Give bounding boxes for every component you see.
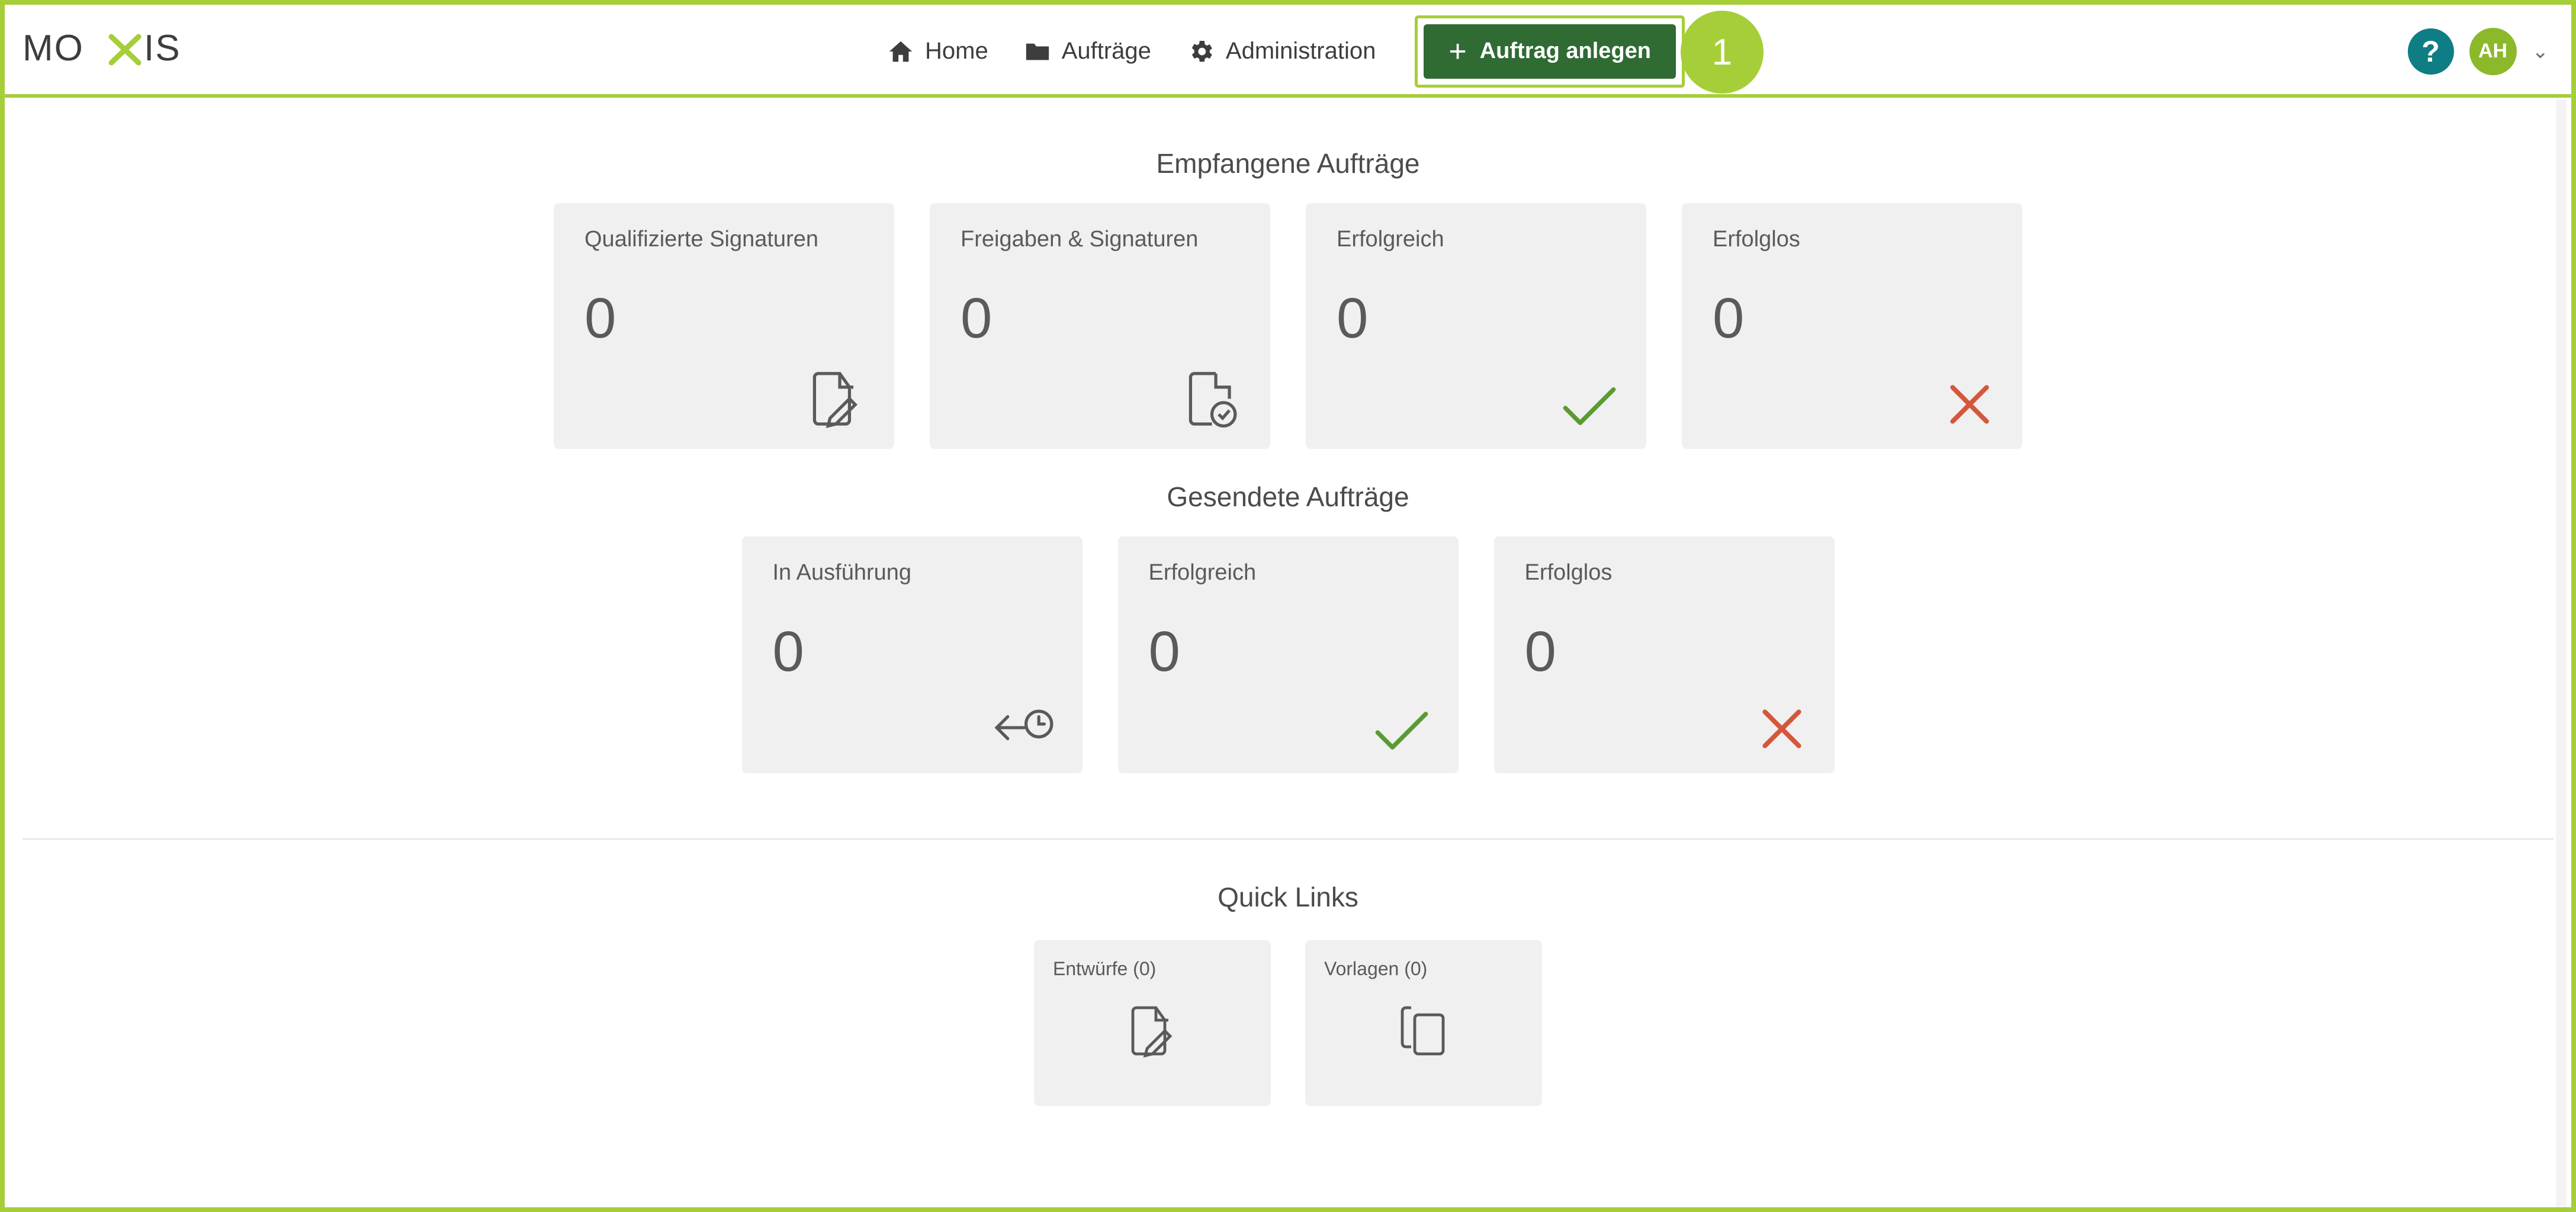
card-erfolglos-empfangen[interactable] (1682, 203, 2022, 449)
card-value: 0 (1148, 620, 1180, 683)
card-value: 0 (772, 620, 804, 683)
home-icon (887, 38, 914, 65)
svg-text:MO: MO (23, 27, 84, 69)
card-label: Erfolglos (1524, 560, 1613, 585)
step-badge-1: 1 (1681, 11, 1764, 94)
page-scrollbar[interactable] (2556, 99, 2567, 1207)
quick-links-title: Quick Links (1218, 882, 1358, 912)
quick-link-label: Vorlagen (0) (1324, 958, 1428, 979)
card-value: 0 (961, 287, 993, 350)
card-freigaben-signaturen[interactable] (930, 203, 1270, 449)
folder-icon (1024, 38, 1051, 65)
sent-section-title: Gesendete Aufträge (1167, 481, 1409, 512)
card-erfolglos-gesendet[interactable] (1494, 536, 1835, 773)
card-value: 0 (1524, 620, 1556, 683)
cross-icon (1930, 365, 1995, 430)
quick-link-vorlagen[interactable] (1305, 940, 1542, 1106)
create-order-highlight (1415, 15, 1685, 88)
received-cards-row (5, 203, 2571, 449)
document-sign-icon (1034, 1002, 1271, 1059)
nav-item-auftraege[interactable] (1006, 22, 1169, 81)
check-icon (1554, 365, 1619, 430)
app-header (5, 5, 2571, 98)
plus-icon: + (1448, 34, 1467, 69)
card-label: Erfolgreich (1148, 560, 1257, 585)
card-label: Erfolglos (1713, 227, 1800, 252)
pending-clock-icon (990, 689, 1055, 754)
cross-icon (1742, 689, 1807, 754)
card-label: Erfolgreich (1337, 227, 1444, 252)
header-actions (2408, 5, 2549, 98)
avatar[interactable]: AH (2469, 28, 2517, 75)
card-in-ausfuehrung[interactable] (742, 536, 1083, 773)
gear-icon (1187, 37, 1215, 66)
received-section-title: Empfangene Aufträge (1156, 148, 1420, 179)
nav-label-administration: Administration (1225, 38, 1376, 64)
svg-text:IS: IS (144, 27, 181, 69)
nav-label-auftraege: Aufträge (1061, 38, 1151, 64)
card-erfolgreich-empfangen[interactable] (1306, 203, 1646, 449)
card-erfolgreich-gesendet[interactable] (1118, 536, 1459, 773)
nav-label-home: Home (925, 38, 988, 64)
document-check-icon (1178, 365, 1243, 430)
section-divider (23, 838, 2553, 840)
chevron-down-icon[interactable]: ⌄ (2532, 40, 2549, 63)
card-label: Freigaben & Signaturen (961, 227, 1199, 252)
sent-cards-row (5, 536, 2571, 773)
quick-link-label: Entwürfe (0) (1053, 958, 1157, 979)
check-icon (1366, 689, 1431, 754)
card-qualifizierte-signaturen[interactable] (554, 203, 894, 449)
card-value: 0 (584, 287, 616, 350)
card-value: 0 (1713, 287, 1745, 350)
moxis-logo[interactable] (23, 26, 218, 73)
document-sign-icon (802, 365, 867, 430)
copy-document-icon (1305, 1002, 1542, 1059)
main-nav (869, 5, 1685, 98)
quick-links-row (5, 940, 2571, 1106)
nav-item-administration[interactable] (1169, 22, 1393, 81)
create-order-button[interactable] (1424, 24, 1676, 79)
card-label: In Ausführung (772, 560, 912, 585)
help-icon[interactable]: ? (2408, 28, 2454, 75)
create-order-label: Auftrag anlegen (1479, 38, 1651, 63)
quick-link-entwuerfe[interactable] (1034, 940, 1271, 1106)
card-value: 0 (1337, 287, 1369, 350)
card-label: Qualifizierte Signaturen (584, 227, 818, 252)
nav-item-home[interactable] (869, 22, 1006, 81)
dashboard-main (5, 98, 2571, 1106)
